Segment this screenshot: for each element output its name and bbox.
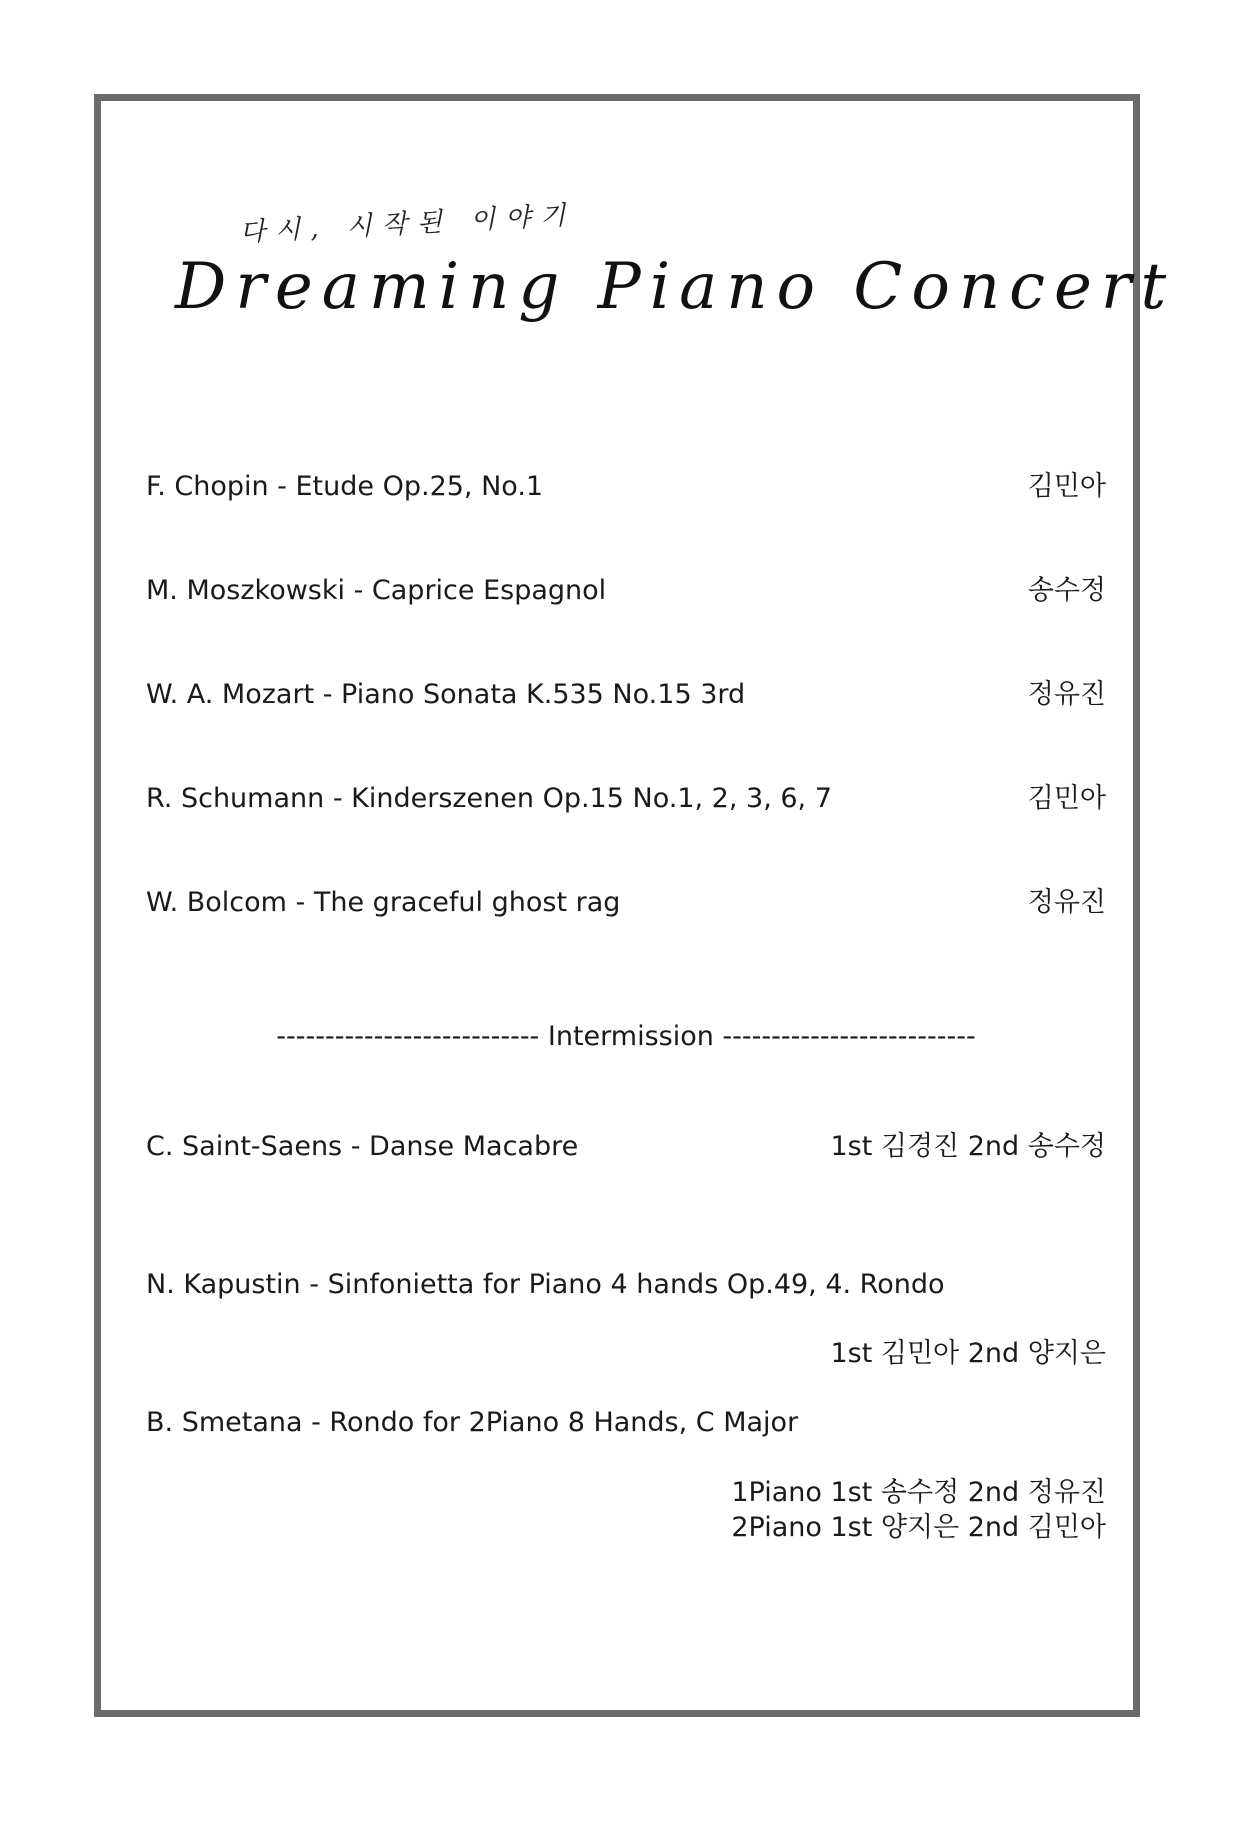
performer: 송수정 [1027,575,1106,606]
performer: 2Piano 1st 양지은 2nd 김민아 [731,1512,1106,1543]
piece-title: B. Smetana - Rondo for 2Piano 8 Hands, C Major [146,1407,799,1438]
performer: 1st 김경진 2nd 송수정 [830,1131,1106,1162]
performer: 1Piano 1st 송수정 2nd 정유진 [731,1477,1106,1508]
piece-title: F. Chopin - Etude Op.25, No.1 [146,471,544,502]
piece-title: N. Kapustin - Sinfonietta for Piano 4 hands Op.49, 4. Rondo [146,1269,945,1300]
piece-title: R. Schumann - Kinderszenen Op.15 No.1, 2, 3, 6, 7 [146,783,832,814]
intermission-divider: --------------------------- Intermission -------------------------- [276,1021,976,1052]
performer: 정유진 [1027,887,1106,918]
performer: 1st 김민아 2nd 양지은 [830,1338,1106,1369]
performer: 김민아 [1027,783,1106,814]
piece-title: W. A. Mozart - Piano Sonata K.535 No.15 3rd [146,679,746,710]
piece-title: W. Bolcom - The graceful ghost rag [146,887,621,918]
performer: 정유진 [1027,679,1106,710]
concert-title: Dreaming Piano Concert [175,250,1176,324]
performer: 김민아 [1027,471,1106,502]
subtitle: 다시, 시작된 이야기 [239,200,577,248]
piece-title: C. Saint-Saens - Danse Macabre [146,1131,579,1162]
piece-title: M. Moszkowski - Caprice Espagnol [146,575,607,606]
